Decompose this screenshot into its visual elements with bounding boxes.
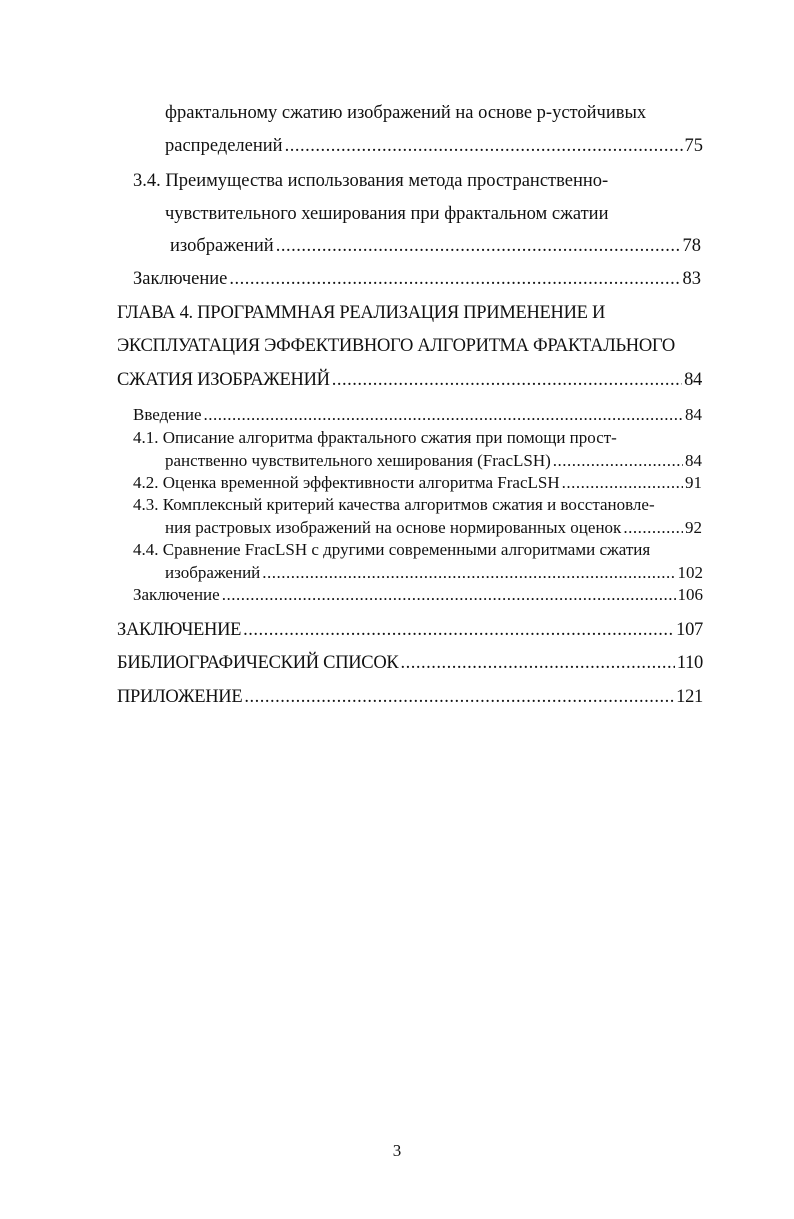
toc-s43-page: 92 bbox=[685, 518, 702, 537]
toc-leader-dots bbox=[285, 137, 683, 156]
toc-leader-dots bbox=[623, 519, 683, 536]
toc-s34-page: 78 bbox=[682, 236, 701, 256]
toc-s33-page: 75 bbox=[684, 136, 703, 156]
toc-ch4-page: 84 bbox=[684, 370, 702, 390]
toc-conclusion-page: 107 bbox=[676, 620, 703, 640]
toc-leader-dots bbox=[276, 237, 681, 256]
toc-leader-dots bbox=[204, 406, 683, 423]
toc-s41-page: 84 bbox=[685, 451, 702, 470]
toc-entry-s41[interactable] bbox=[165, 452, 702, 469]
toc-bibliography-page: 110 bbox=[676, 653, 703, 673]
toc-s34-title: изображений bbox=[170, 236, 274, 256]
toc-entry-ch4[interactable] bbox=[117, 371, 702, 390]
toc-entry-bibliography[interactable] bbox=[117, 654, 703, 673]
toc-entry-appendix[interactable] bbox=[117, 688, 703, 707]
toc-s33-title: распределений bbox=[165, 136, 283, 156]
toc-s42-page: 91 bbox=[685, 473, 702, 492]
toc-entry-s34[interactable] bbox=[170, 237, 701, 256]
toc-entry-s43[interactable] bbox=[165, 519, 702, 536]
toc-conclusion-title: ЗАКЛЮЧЕНИЕ bbox=[117, 620, 242, 640]
toc-s41-line1: 4.1. Описание алгоритма фрактального сжатия при помощи прост- bbox=[133, 428, 617, 447]
toc-entry-s42[interactable] bbox=[133, 474, 702, 491]
toc-leader-dots bbox=[244, 688, 674, 707]
toc-s44-page: 102 bbox=[677, 563, 703, 582]
toc-entry-ch3-conclusion[interactable] bbox=[133, 270, 701, 289]
toc-s41-title: ранственно чувствительного хеширования (FracLSH) bbox=[165, 451, 551, 470]
toc-leader-dots bbox=[553, 452, 683, 469]
toc-leader-dots bbox=[332, 371, 682, 390]
toc-ch3-conclusion-title: Заключение bbox=[133, 269, 228, 289]
toc-entry-conclusion[interactable] bbox=[117, 621, 703, 640]
toc-appendix-title: ПРИЛОЖЕНИЕ bbox=[117, 687, 243, 707]
toc-s44-title: изображений bbox=[165, 563, 261, 582]
toc-entry-s33[interactable] bbox=[165, 137, 703, 156]
toc-leader-dots bbox=[222, 586, 676, 603]
toc-ch4-conclusion-page: 106 bbox=[677, 585, 703, 604]
toc-leader-dots bbox=[243, 621, 674, 640]
toc-s42-title: 4.2. Оценка временной эффективности алгоритма FracLSH bbox=[133, 473, 560, 492]
toc-entry-ch4-intro[interactable] bbox=[133, 406, 702, 423]
toc-s43-title: ния растровых изображений на основе нормированных оценок bbox=[165, 518, 622, 537]
toc-ch4-intro-page: 84 bbox=[685, 405, 702, 424]
toc-leader-dots bbox=[229, 270, 680, 289]
toc-leader-dots bbox=[562, 474, 683, 491]
toc-s43-line1: 4.3. Комплексный критерий качества алгоритмов сжатия и восстановле- bbox=[133, 495, 655, 514]
toc-leader-dots bbox=[262, 564, 675, 581]
toc-bibliography-title: БИБЛИОГРАФИЧЕСКИЙ СПИСОК bbox=[117, 653, 399, 673]
toc-s33-line1: фрактальному сжатию изображений на основе p-устойчивых bbox=[165, 103, 647, 123]
toc-ch3-conclusion-page: 83 bbox=[682, 269, 701, 289]
toc-ch4-title: СЖАТИЯ ИЗОБРАЖЕНИЙ bbox=[117, 370, 330, 390]
page-number: 3 bbox=[392, 1141, 402, 1160]
toc-s34-line1: 3.4. Преимущества использования метода пространственно- bbox=[133, 171, 609, 191]
toc-entry-ch4-conclusion[interactable] bbox=[133, 586, 703, 603]
toc-ch4-conclusion-title: Заключение bbox=[133, 585, 220, 604]
toc-appendix-page: 121 bbox=[676, 687, 703, 707]
toc-ch4-line2: ЭКСПЛУАТАЦИЯ ЭФФЕКТИВНОГО АЛГОРИТМА ФРАКТАЛЬНОГО bbox=[117, 336, 675, 356]
toc-ch4-line1: ГЛАВА 4. ПРОГРАММНАЯ РЕАЛИЗАЦИЯ ПРИМЕНЕНИЕ И bbox=[117, 303, 606, 323]
toc-entry-s44[interactable] bbox=[165, 564, 703, 581]
toc-s34-line2: чувствительного хеширования при фрактальном сжатии bbox=[165, 204, 609, 224]
toc-leader-dots bbox=[400, 654, 674, 673]
toc-s44-line1: 4.4. Сравнение FracLSH с другими современными алгоритмами сжатия bbox=[133, 540, 651, 559]
toc-ch4-intro-title: Введение bbox=[133, 405, 202, 424]
